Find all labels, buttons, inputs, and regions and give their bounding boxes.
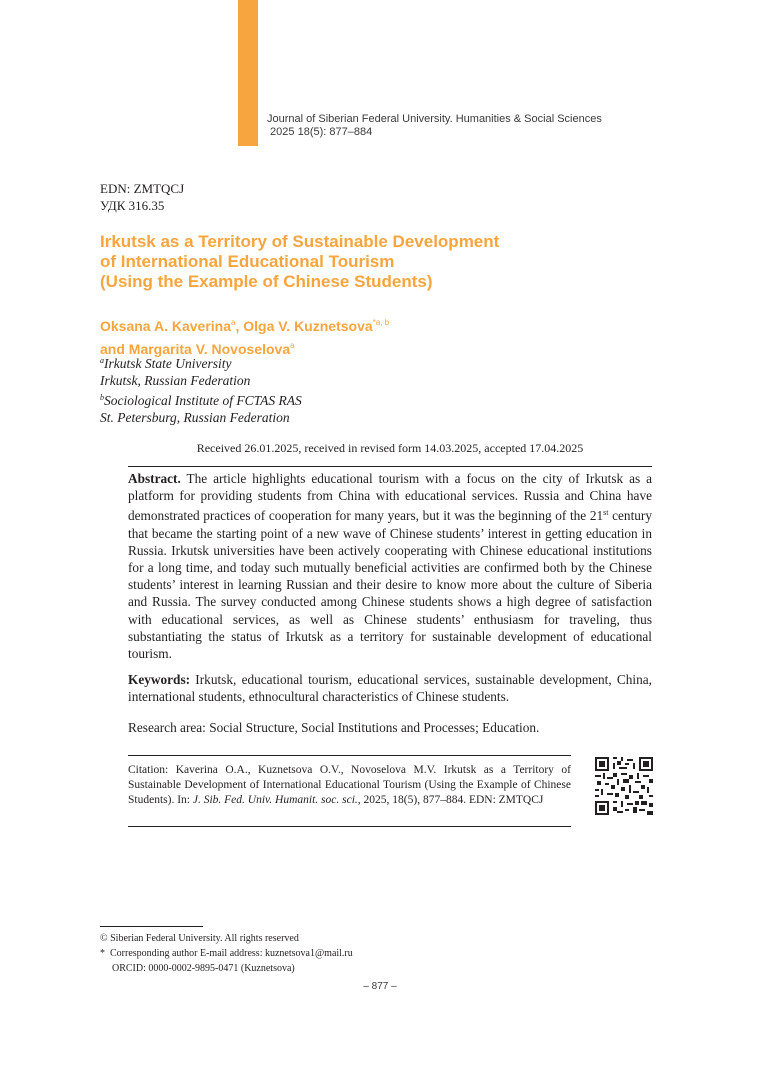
research-area: Research area: Social Structure, Social Institutions and Processes; Education. [128,720,540,735]
footnote-rule [100,926,203,927]
authors-line-1 [100,313,389,336]
abstract [128,470,652,662]
author-kaverina-affil: a [231,318,236,327]
citation [128,763,571,808]
page-number: – 877 – [363,981,397,992]
author-kuznetsova-affil: *a, b [372,318,390,327]
affiliations [100,352,302,426]
affiliation-b-mark: b [100,393,104,402]
qr-code-icon [595,757,653,815]
author-and: and [100,341,129,357]
citation-top-rule [128,755,571,756]
affiliation-b-name: Sociological Institute of FCTAS RAS [104,393,302,408]
author-kaverina: Oksana A. Kaverina [100,318,231,334]
abstract-label: Abstract. [128,471,181,486]
affiliation-b [100,389,302,409]
journal-issue: 2025 18(5): 877–884 [267,126,373,138]
keywords [128,671,652,705]
citation-journal: J. Sib. Fed. Univ. Humanit. soc. sci. [192,794,358,806]
citation-text-2: , 2025, 18(5), 877–884. EDN: ZMTQCJ [357,794,544,806]
article-title [100,232,660,292]
affiliation-b-place: St. Petersburg, Russian Federation [100,410,290,425]
citation-bottom-rule [128,826,571,827]
affiliation-a-place: Irkutsk, Russian Federation [100,373,251,388]
author-novoselova: Margarita V. Novoselova [128,341,291,357]
corresponding-author-note: * Corresponding author E-mail address: kuznetsova1@mail.ru [100,948,353,959]
abstract-top-rule [128,466,652,467]
edn-code: EDN: ZMTQCJ [100,181,185,196]
journal-name: Journal of Siberian Federal University. Humanities & Social Sciences [267,113,602,125]
orcid-note: ORCID: 0000-0002-9895-0471 (Kuznetsova) [112,963,295,974]
abstract-text-1: The article highlights educational tourism with a focus on the city of Irkutsk as a platform for providing students from China with educational services. Russia and China have demonstrated practices of cooperation for many years, but it was the beginning of the 21 [128,471,652,524]
author-separator: , [235,318,244,334]
journal-color-bar [238,0,258,146]
keywords-text: Irkutsk, educational tourism, educational services, sustainable development, China, international students, ethnocultural characteristics of Chinese students. [128,672,652,705]
classification-codes [100,180,184,214]
received-dates: Received 26.01.2025, received in revised form 14.03.2025, accepted 17.04.2025 [196,441,584,455]
affiliation-a-mark: a [100,356,104,365]
author-novoselova-affil: a [290,341,295,350]
title-line-1: Irkutsk as a Territory of Sustainable Development [100,232,500,251]
title-line-3: (Using the Example of Chinese Students) [100,272,433,291]
keywords-label: Keywords: [128,672,191,687]
journal-header [267,113,602,139]
affiliation-a [100,352,302,372]
author-kuznetsova: Olga V. Kuznetsova [243,318,373,334]
copyright-note: © Siberian Federal University. All rights reserved [100,933,299,944]
abstract-superscript: st [603,508,609,518]
citation-text-1: Citation: Kaverina O.A., Kuznetsova O.V., Novoselova M.V. Irkutsk as a Territory of Sustainable Development of International Educational Tourism (Using the Example of Chinese Students). In: [128,764,571,806]
title-line-2: of International Educational Tourism [100,252,395,271]
affiliation-a-name: Irkutsk State University [104,356,232,371]
abstract-text-2: century that became the starting point of a new wave of Chinese students’ interest in getting education in Russia. Irkutsk universities have been actively cooperating with Chinese educational institutions for a long time, and today such mutually beneficial activities are confirmed both by the Chinese students’ interest in learning Russian and their desire to know more about the culture of Siberia and Russia. The survey conducted among Chinese students shows a high degree of satisfaction with educational services, as well as Chinese students’ enthusiasm for traveling, thus substantiating the status of Irkutsk as a territory for sustainable development of educational tourism. [128,508,652,662]
footnotes [100,931,353,976]
udk-code: УДК 316.35 [100,198,165,213]
